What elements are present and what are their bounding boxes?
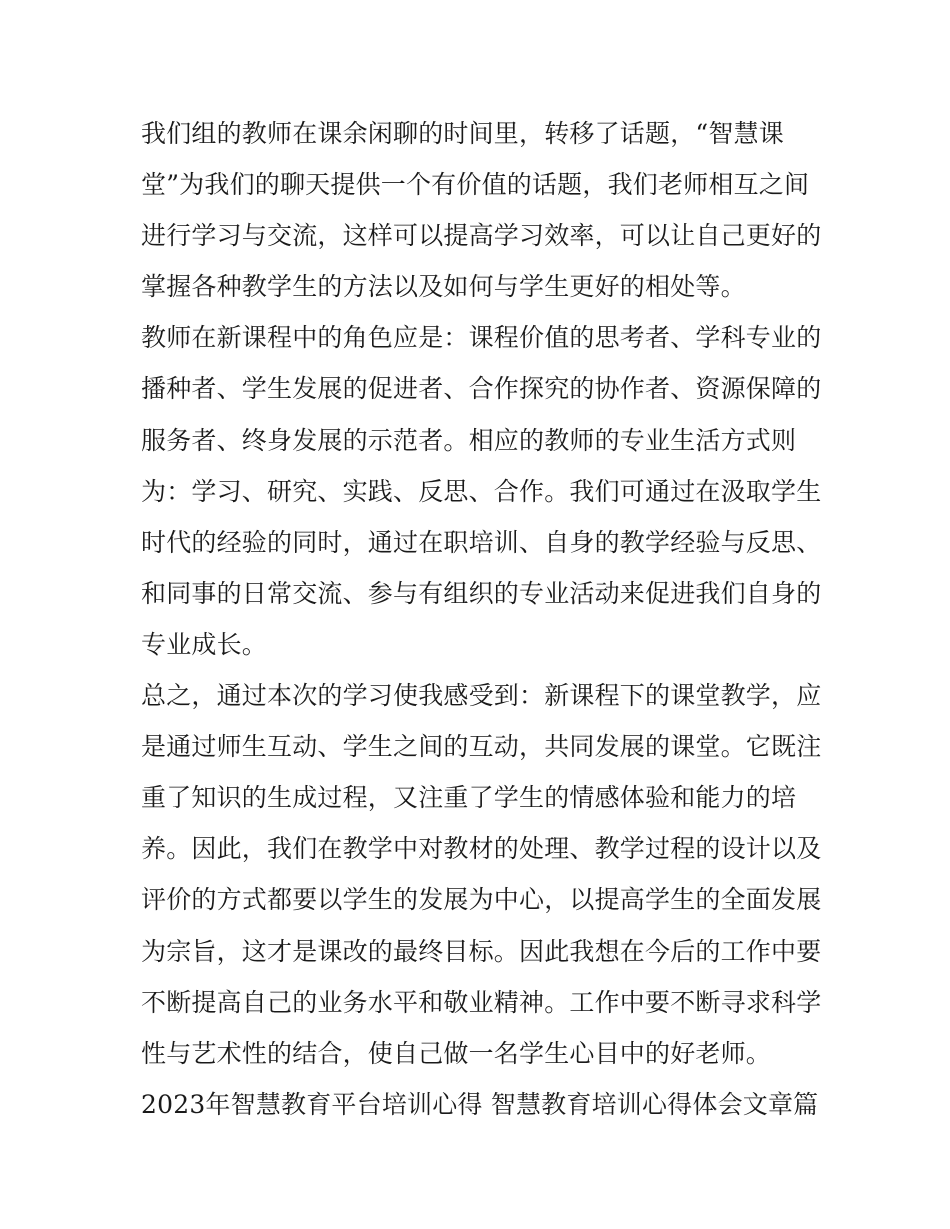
text-line: 和同事的日常交流、参与有组织的专业活动来促进我们自身的 (141, 578, 822, 608)
text-line: 堂”为我们的聊天提供一个有价值的话题，我们老师相互之间 (141, 170, 810, 200)
text-line: 养。因此，我们在教学中对教材的处理、教学过程的设计以及 (141, 834, 822, 864)
text-line: 服务者、终身发展的示范者。相应的教师的专业生活方式则 (141, 425, 797, 455)
text-line: 掌握各种教学生的方法以及如何与学生更好的相处等。 (141, 272, 746, 302)
text-line: 不断提高自己的业务水平和敬业精神。工作中要不断寻求科学 (141, 987, 822, 1017)
text-line: 重了知识的生成过程，又注重了学生的情感体验和能力的培 (141, 783, 797, 813)
text-line: 总之，通过本次的学习使我感受到：新课程下的课堂教学，应 (141, 681, 822, 711)
text-line: 2023年智慧教育平台培训心得 智慧教育培训心得体会文章篇 (141, 1089, 819, 1119)
text-line: 评价的方式都要以学生的发展为中心，以提高学生的全面发展 (141, 885, 822, 915)
text-line: 时代的经验的同时，通过在职培训、自身的教学经验与反思、 (141, 527, 822, 557)
text-line: 为宗旨，这才是课改的最终目标。因此我想在今后的工作中要 (141, 936, 822, 966)
text-line: 教师在新课程中的角色应是：课程价值的思考者、学科专业的 (141, 323, 822, 353)
document-body (141, 108, 821, 1130)
text-line: 我们组的教师在课余闲聊的时间里，转移了话题，“智慧课 (141, 119, 784, 148)
text-line: 是通过师生互动、学生之间的互动，共同发展的课堂。它既注 (141, 732, 822, 762)
text-line: 播种者、学生发展的促进者、合作探究的协作者、资源保障的 (141, 374, 822, 404)
text-line: 性与艺术性的结合，使自己做一名学生心目中的好老师。 (141, 1038, 772, 1068)
text-line: 进行学习与交流，这样可以提高学习效率，可以让自己更好的 (141, 221, 822, 251)
text-line: 为：学习、研究、实践、反思、合作。我们可通过在汲取学生 (141, 476, 822, 506)
text-line: 专业成长。 (141, 629, 268, 659)
